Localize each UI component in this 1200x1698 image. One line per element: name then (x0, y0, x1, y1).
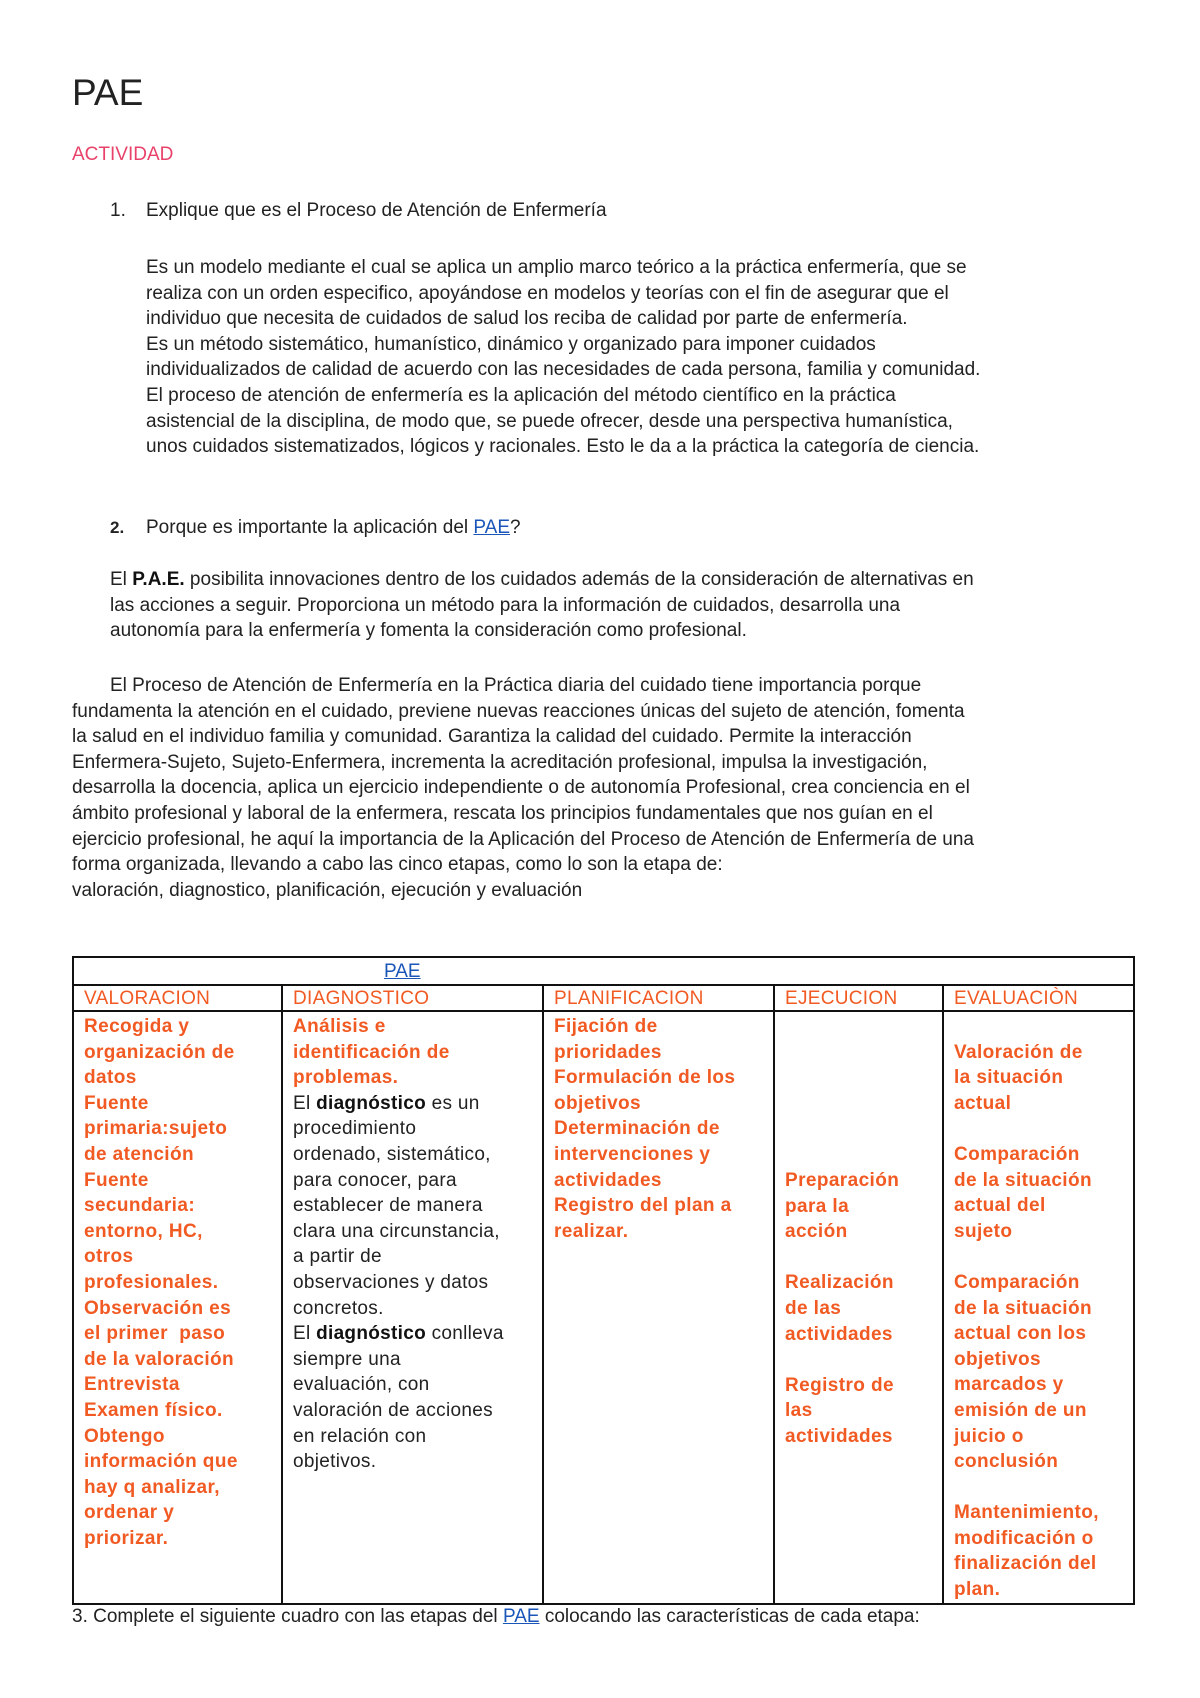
cell-line: Preparación (785, 1170, 900, 1191)
cell-line: en relación con (293, 1425, 427, 1447)
cell-line: de atención (84, 1143, 194, 1165)
cell-line: primaria:sujeto (84, 1118, 228, 1140)
question-number: 2. (110, 518, 125, 537)
cell-line: conclusión (954, 1451, 1059, 1473)
cell-line: clara una circunstancia, (293, 1220, 500, 1242)
answer-line: Enfermera-Sujeto, Sujeto-Enfermera, incrementa la acreditación profesional, impulsa la investigación, (72, 751, 928, 773)
cell-line: hay q analizar, (84, 1476, 220, 1498)
cell-line: acción (785, 1221, 848, 1243)
cell-line: para la (785, 1195, 850, 1217)
cell-line: identificación de (293, 1041, 450, 1063)
question-number: 1. (110, 200, 126, 221)
cell-line: de la valoración (84, 1348, 235, 1370)
answer-line: las acciones a seguir. Proporciona un método para la información de cuidados, desarrolla una (110, 594, 901, 616)
cell-line: otros (84, 1246, 134, 1268)
answer-line: El Proceso de Atención de Enfermería en la Práctica diaria del cuidado tiene importancia porque (110, 675, 922, 696)
cell-line: actividades (785, 1323, 893, 1345)
question-text: Explique que es el Proceso de Atención de Enfermería (146, 200, 607, 221)
column-header-ejecucion: EJECUCION (774, 985, 943, 1011)
cell-line: Mantenimiento, (954, 1502, 1099, 1524)
cell-line: Comparación (954, 1271, 1080, 1293)
cell-line: Observación es (84, 1297, 232, 1319)
cell-line: ordenar y (84, 1502, 175, 1524)
cell-line: ordenado, sistemático, (293, 1143, 491, 1165)
cell-line: intervenciones y (554, 1143, 711, 1165)
cell-line: actual con los (954, 1323, 1087, 1345)
cell-line: sujeto (954, 1220, 1013, 1242)
column-header-diagnostico: DIAGNOSTICO (282, 985, 543, 1011)
cell-line: prioridades (554, 1041, 662, 1063)
answer-line: forma organizada, llevando a cabo las cinco etapas, como lo son la etapa de: (72, 854, 723, 876)
cell-line: las (785, 1400, 813, 1422)
text: es un (426, 1092, 480, 1114)
table-row (73, 1011, 1134, 1604)
table-title-cell (73, 957, 1134, 985)
answer-line: valoración, diagnostico, planificación, ejecución y evaluación (72, 879, 583, 901)
cell-line: modificación o (954, 1527, 1094, 1549)
answer-line: fundamenta la atención en el cuidado, previene nuevas reacciones únicas del sujeto de atención, fomenta (72, 700, 965, 722)
cell-line: Fijación de (554, 1016, 658, 1037)
cell-line: información que (84, 1451, 238, 1473)
cell-line: Realización (785, 1272, 894, 1294)
cell-planificacion (543, 1011, 774, 1604)
pae-link[interactable]: PAE (502, 1606, 540, 1627)
section-heading: ACTIVIDAD (72, 144, 174, 165)
cell-line: finalización del (954, 1553, 1097, 1575)
cell-line: para conocer, para (293, 1169, 457, 1191)
answer-line: Es un método sistemático, humanístico, dinámico y organizado para imponer cuidados (146, 333, 876, 355)
answer-1 (146, 255, 1146, 460)
cell-valoracion (73, 1011, 282, 1604)
cell-line: de la situación (954, 1169, 1092, 1191)
cell-line: valoración de acciones (293, 1399, 493, 1421)
cell-line: marcados y (954, 1374, 1064, 1396)
column-header-evaluacion: EVALUACIÒN (943, 985, 1134, 1011)
answer-line: ámbito profesional y laboral de la enfermera, rescata los principios fundamentales que nos guían en el (72, 802, 933, 824)
answer-line: individuo que necesita de cuidados de salud los reciba de calidad por parte de enfermería. (146, 308, 908, 330)
column-header-valoracion: VALORACION (73, 985, 282, 1011)
cell-line: objetivos. (293, 1451, 377, 1473)
pae-link[interactable]: PAE (473, 517, 511, 538)
cell-line: concretos. (293, 1297, 384, 1319)
cell-line: observaciones y datos (293, 1271, 489, 1293)
cell-line: evaluación, con (293, 1374, 430, 1396)
cell-line: Entrevista (84, 1374, 180, 1396)
text: posibilita innovaciones dentro de los cuidados además de la consideración de alternativas en (184, 569, 974, 590)
cell-line: problemas. (293, 1067, 399, 1089)
question-text: colocando las características de cada etapa: (539, 1606, 920, 1627)
cell-line: procedimiento (293, 1118, 417, 1140)
answer-line: autonomía para la enfermería y fomenta la consideración como profesional. (110, 620, 747, 642)
cell-line: establecer de manera (293, 1195, 483, 1217)
cell-line: Fuente (84, 1169, 149, 1191)
answer-line: asistencial de la disciplina, de modo que, se puede ofrecer, desde una perspectiva humanística, (146, 410, 953, 432)
text: El (293, 1323, 317, 1345)
text: El (293, 1092, 317, 1114)
cell-line: Análisis e (293, 1016, 386, 1037)
cell-line: Comparación (954, 1143, 1080, 1165)
cell-line: de las (785, 1297, 842, 1319)
cell-evaluacion (943, 1011, 1134, 1604)
bold-term: diagnóstico (316, 1092, 426, 1114)
question-mark: ? (510, 517, 521, 538)
question-text: Porque es importante la aplicación del (146, 517, 474, 538)
cell-line: de la situación (954, 1297, 1092, 1319)
answer-line: ejercicio profesional, he aquí la importancia de la Aplicación del Proceso de Atención de Enfermería de una (72, 828, 974, 850)
answer-line: la salud en el individuo familia y comunidad. Garantiza la calidad del cuidado. Permite la interacción (72, 726, 912, 748)
cell-line: Registro del plan a (554, 1195, 732, 1217)
cell-line: secundaria: (84, 1195, 196, 1217)
cell-line: Recogida y (84, 1016, 190, 1037)
cell-line: Fuente (84, 1092, 149, 1114)
cell-diagnostico (282, 1011, 543, 1604)
cell-line: objetivos (554, 1092, 642, 1114)
cell-line: la situación (954, 1067, 1064, 1089)
cell-line: actual del (954, 1195, 1046, 1217)
answer-line (110, 567, 1150, 593)
cell-line: profesionales. (84, 1271, 219, 1293)
cell-line: organización de (84, 1041, 235, 1063)
answer-line: individualizados de calidad de acuerdo con las necesidades de cada persona, familia y comunidad. (146, 359, 981, 381)
answer-line: realiza con un orden especifico, apoyándose en modelos y teorías con el fin de asegurar que el (146, 282, 949, 304)
cell-line (293, 1091, 532, 1117)
answer-2-paragraph-1 (110, 567, 1150, 644)
cell-line: entorno, HC, (84, 1220, 203, 1242)
document-title: PAE (72, 72, 144, 113)
cell-line: emisión de un (954, 1399, 1087, 1421)
cell-line: Registro de (785, 1374, 894, 1396)
answer-line: unos cuidados sistematizados, lógicos y racionales. Esto le da a la práctica la categoría de ciencia. (146, 436, 980, 458)
cell-line: Obtengo (84, 1425, 165, 1447)
answer-line: desarrolla la docencia, aplica un ejercicio independiente o de autonomía Profesional, crea conciencia en el (72, 777, 970, 799)
cell-line: objetivos (954, 1348, 1042, 1370)
column-header-planificacion: PLANIFICACION (543, 985, 774, 1011)
cell-line: a partir de (293, 1246, 382, 1268)
cell-line: realizar. (554, 1220, 629, 1242)
table-header-row (73, 985, 1134, 1011)
cell-line (293, 1321, 532, 1347)
answer-line: El proceso de atención de enfermería es la aplicación del método científico en la práctica (146, 384, 896, 406)
bold-term: diagnóstico (316, 1323, 426, 1345)
question-3 (72, 1604, 920, 1629)
cell-line: siempre una (293, 1348, 401, 1370)
pae-link[interactable]: PAE (384, 961, 421, 982)
table-title-row (73, 957, 1134, 985)
cell-line: plan. (954, 1579, 1001, 1601)
cell-line: datos (84, 1067, 137, 1089)
answer-line: Es un modelo mediante el cual se aplica un amplio marco teórico a la práctica enfermería, que se (146, 257, 967, 278)
cell-line: Valoración de (954, 1041, 1083, 1063)
cell-line: actividades (785, 1425, 893, 1447)
cell-line: Determinación de (554, 1118, 720, 1140)
question-text: 3. Complete el siguiente cuadro con las etapas del (72, 1606, 503, 1627)
cell-line: actividades (554, 1169, 662, 1191)
text: El (110, 569, 133, 590)
cell-line: Examen físico. (84, 1399, 223, 1421)
bold-pae: P.A.E. (132, 569, 185, 590)
cell-line: Formulación de los (554, 1067, 736, 1089)
cell-ejecucion (774, 1011, 943, 1604)
cell-line: priorizar. (84, 1527, 169, 1549)
text: conlleva (426, 1323, 504, 1345)
cell-line: actual (954, 1092, 1012, 1114)
answer-2-paragraph-2 (72, 673, 1152, 903)
cell-line: el primer paso (84, 1323, 226, 1345)
pae-table (72, 956, 1135, 1605)
cell-line: juicio o (954, 1425, 1024, 1447)
